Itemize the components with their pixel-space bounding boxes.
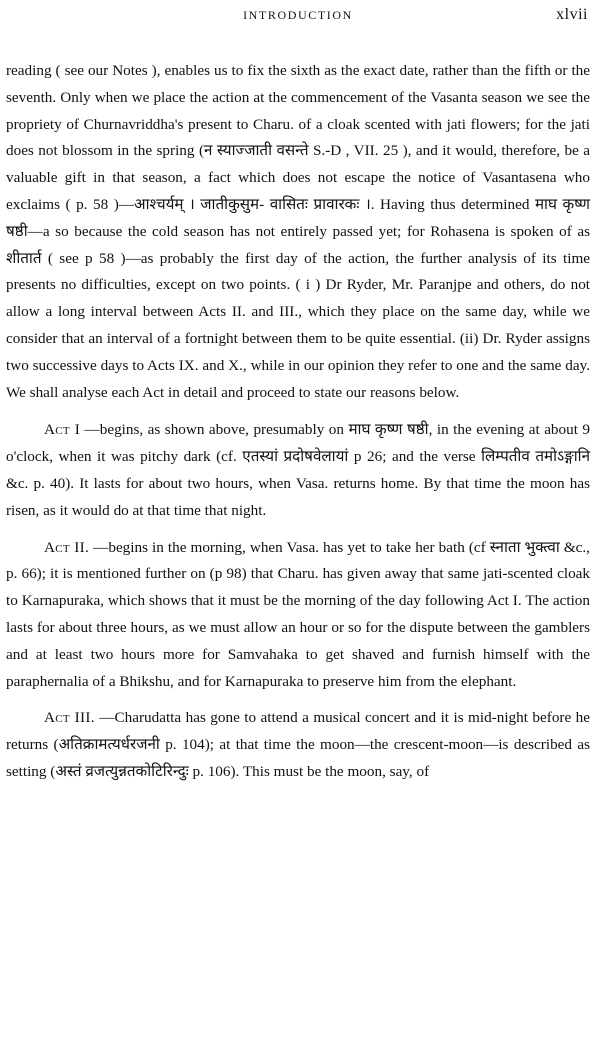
text-line: our opinion they refer to one and the same day. We shall analyse [6,356,591,401]
act-heading: Act III. [44,709,95,727]
text-line: notice of Vasantasena who exclaims ( p. 58 )—आश्चर्यम् । जातीकुसुम- [6,169,590,213]
text-line: with jati flowers; for the jati does not blossom in the spring [6,115,590,160]
text-line: do not allow a long interval between Acts II. and III., [6,276,591,321]
text-line: except on two points. ( i ) Dr Ryder, Mr. Paranjpe and others, [156,276,545,294]
text-line: (न स्याज्जाती वसन्ते S.-D , VII. 25 ), and it would, therefore, be a [198,142,591,160]
text-line: interval of a fortnight between them to be quite essential. (ii) Dr. [106,329,502,347]
paragraph-intro [6,58,590,406]
paragraph-act-3 [6,705,590,785]
text-line: p. 40). It lasts for about two hours, when Vasa. returns home. [33,474,419,492]
text-line: —begins, as shown above, presumably on माघ कृष्ण [84,421,403,439]
body-text [6,58,590,786]
text-line: (p 98) that Charu. has given away that same jati-scented cloak [209,565,590,583]
text-line: which they place on the same day, while we consider that an [6,303,590,347]
text-line: is spoken of as शीतार्त ( see p 58 )—as probably the first day of [6,222,591,267]
text-line: because the cold season has not entirely passed yet; for Rohasena [74,222,490,240]
text-line: Karnapuraka to preserve him from the elephant. [224,672,517,690]
running-header [6,6,590,32]
text-line: (cf. एतस्यां प्रदोषवेलायां p 26; and the verse लिम्पतीव तमोऽङ्गानि &c. [6,448,591,492]
text-line: day following Act I. The action lasts for about three hours, as [6,592,590,636]
text-line: —begins in the morning, when Vasa. has yet to take [93,538,412,556]
page-number: xlvii [556,6,588,23]
text-line: to Karnapuraka, which shows that it must be the morning of the [6,592,395,610]
paragraph-act-2 [6,535,590,696]
text-line: her bath (cf स्नाता भुक्त्वा &c., p. 66); it is mentioned further on [6,538,590,583]
act-heading: Act II. [44,538,90,556]
text-line: date, rather than the fifth or the seventh. Only when we place [6,62,590,106]
text-line: वासितः प्रावारकः ।. Having thus determined माघ कृष्ण षष्ठी—a so [6,195,590,240]
text-line: the action, the further analysis of its time presents no difficulties, [6,249,591,294]
text-line: that night. [204,501,267,519]
act-heading: Act I [44,421,81,439]
paragraph-act-1 [6,417,590,524]
text-line: षष्ठी, in the evening at about 9 o'clock, when it was pitchy dark [6,421,591,466]
text-line: and at least two hours more for Samvahaka to get shaved and [6,645,425,663]
text-line: By that time the moon has risen, as it would do at that time [6,474,591,519]
text-line: the action at the commencement of the Vasanta season we see the [189,88,590,106]
text-line: (अस्तं व्रजत्युन्नतकोटिरिन्दुः p. 106). This must be the moon, say, of [50,762,430,780]
text-line: each Act in detail and proceed to state our reasons below. [111,383,460,401]
text-line: and it is mid-night before he returns (अतिक्रामत्यर्धरजनी p. 104); at [6,709,591,754]
text-line: that time the moon—the crescent-moon—is described as setting [6,736,591,780]
text-line: —Charudatta has gone to attend a musical concert [99,709,410,727]
text-line: reading ( see our Notes ), enables us to fix the sixth as the exact [6,62,396,79]
text-line: valuable gift in that season, a fact which does not escape the [6,169,411,187]
text-line: Ryder assigns two successive days to Acts IX. and X., while in [6,329,590,374]
running-title: INTRODUCTION [243,8,353,22]
text-line: propriety of Churnavriddha's present to Charu. of a cloak scented [6,115,411,133]
text-line: furnish himself with the paraphernalia of a Bhikshu, and for [6,645,591,690]
text-line: we must allow an hour or so for the dispute between the gamblers [188,618,591,636]
